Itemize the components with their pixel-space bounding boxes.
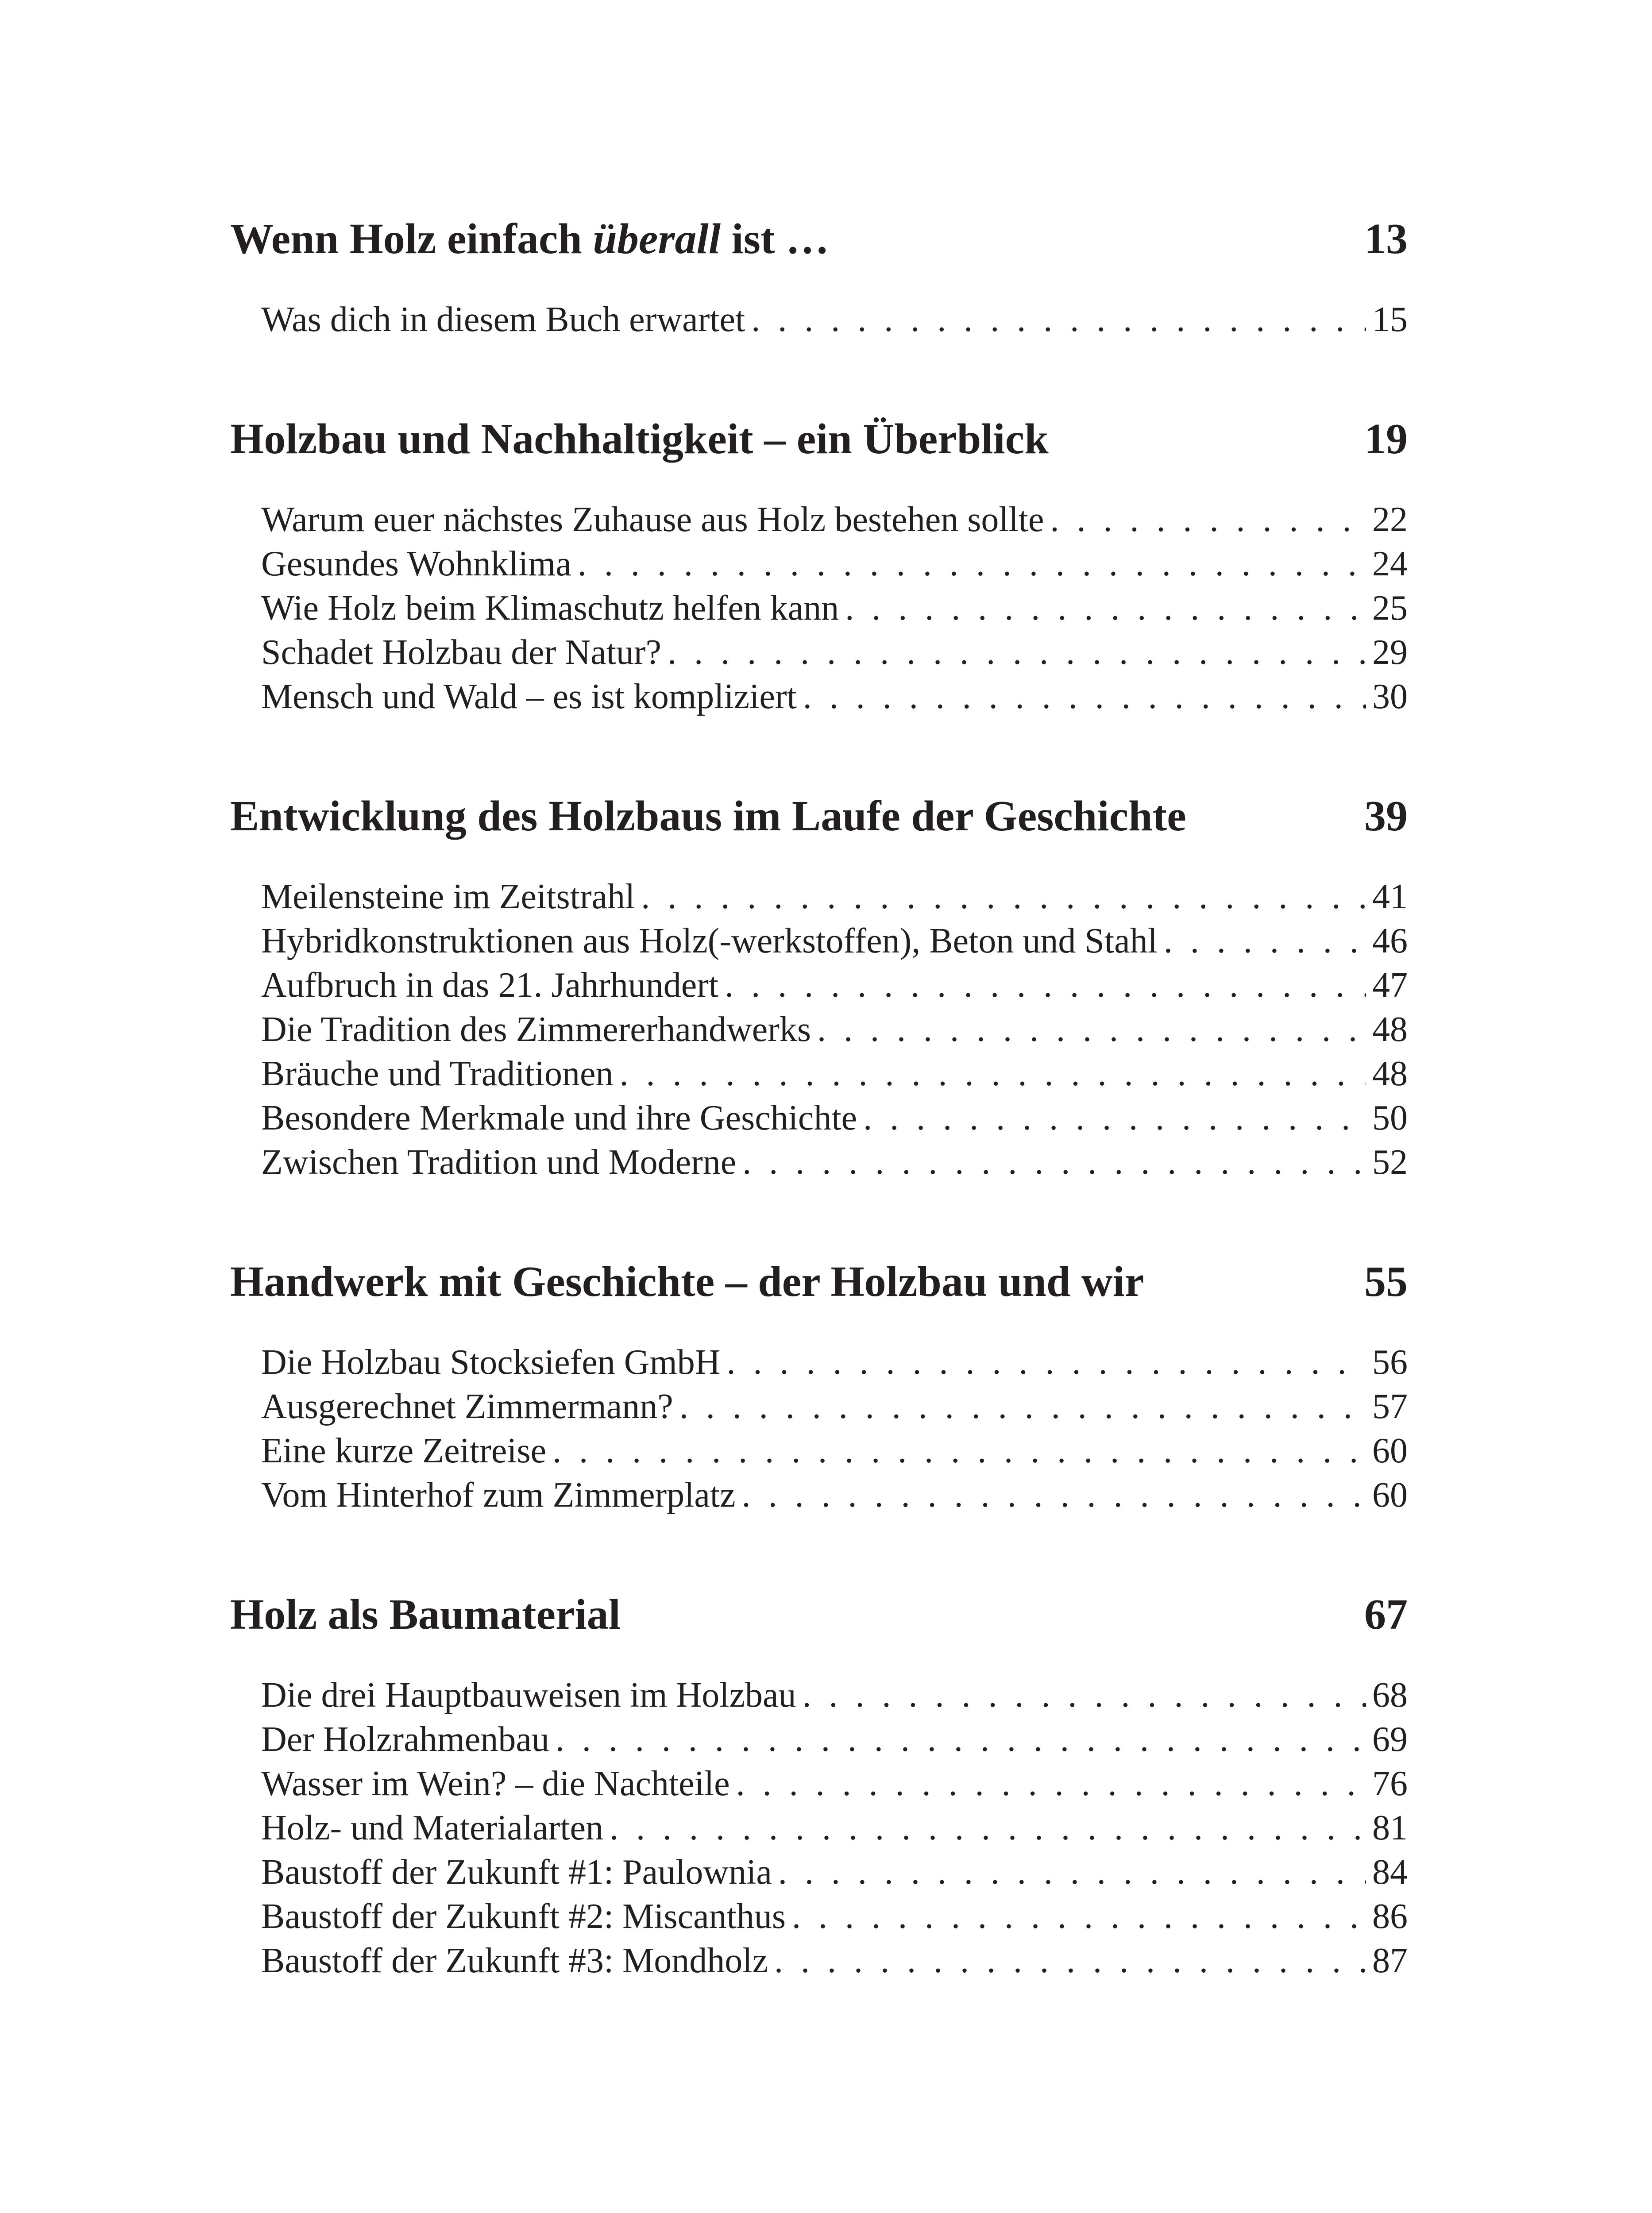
dot-leader: [803, 675, 1366, 719]
dot-leader: [736, 1762, 1366, 1806]
toc-entry-title: Wie Holz beim Klimaschutz helfen kann: [261, 589, 839, 628]
toc-entry-page-number: 56: [1372, 1343, 1408, 1382]
toc-entry[interactable]: [261, 497, 1408, 542]
dot-leader: [679, 1384, 1366, 1429]
toc-entry-list: [230, 1340, 1408, 1517]
toc-entry[interactable]: [261, 1717, 1408, 1762]
toc-entry-page-number: 15: [1372, 300, 1408, 339]
toc-entry-title: Meilensteine im Zeitstrahl: [261, 877, 635, 916]
toc-entry[interactable]: [261, 875, 1408, 919]
dot-leader: [803, 1673, 1366, 1717]
toc-entry-title: Baustoff der Zukunft #2: Miscanthus: [261, 1897, 786, 1936]
dot-leader: [668, 630, 1366, 675]
toc-entry[interactable]: [261, 630, 1408, 675]
section-title-text: Wenn Holz einfach: [230, 215, 593, 263]
toc-entry[interactable]: [261, 1673, 1408, 1717]
section-title-text: ist …: [721, 215, 830, 263]
dot-leader: [742, 1140, 1366, 1184]
dot-leader: [552, 1429, 1366, 1473]
toc-entry[interactable]: [261, 1939, 1408, 1983]
toc-entry-list: [230, 875, 1408, 1184]
dot-leader: [751, 297, 1366, 342]
toc-entry-page-number: 24: [1372, 544, 1408, 583]
section-title-text: Entwicklung des Holzbaus im Laufe der Geschichte: [230, 792, 1186, 840]
section-heading[interactable]: [230, 408, 1408, 470]
toc-entry-page-number: 76: [1372, 1764, 1408, 1803]
dot-leader: [610, 1806, 1366, 1850]
toc-entry[interactable]: [261, 919, 1408, 963]
toc-entry-title: Warum euer nächstes Zuhause aus Holz bestehen sollte: [261, 500, 1044, 539]
toc-entry-title: Baustoff der Zukunft #1: Paulownia: [261, 1853, 772, 1892]
toc-entry-page-number: 60: [1372, 1476, 1408, 1515]
dot-leader: [725, 963, 1366, 1007]
section-heading[interactable]: [230, 1251, 1408, 1313]
toc-entry-page-number: 84: [1372, 1853, 1408, 1892]
toc-entry-title: Holz- und Materialarten: [261, 1808, 604, 1847]
dot-leader: [641, 875, 1366, 919]
dot-leader: [792, 1894, 1366, 1939]
table-of-contents: [230, 208, 1408, 1983]
section-heading[interactable]: [230, 208, 1408, 270]
toc-entry-title: Schadet Holzbau der Natur?: [261, 633, 662, 672]
toc-entry-title: Die drei Hauptbauweisen im Holzbau: [261, 1676, 796, 1715]
toc-entry[interactable]: [261, 1762, 1408, 1806]
toc-entry-page-number: 68: [1372, 1676, 1408, 1715]
section-title: [230, 1584, 621, 1646]
toc-entry-title: Hybridkonstruktionen aus Holz(-werkstoffen), Beton und Stahl: [261, 921, 1158, 960]
toc-section: [230, 785, 1408, 1184]
section-page-number: 13: [1364, 215, 1408, 263]
toc-entry[interactable]: [261, 1473, 1408, 1517]
dot-leader: [727, 1340, 1366, 1384]
toc-section: [230, 1251, 1408, 1517]
toc-entry-title: Gesundes Wohnklima: [261, 544, 571, 583]
toc-entry-page-number: 86: [1372, 1897, 1408, 1936]
section-heading[interactable]: [230, 785, 1408, 847]
section-title: [230, 408, 1049, 470]
section-title-text: Holzbau und Nachhaltigkeit – ein Überblick: [230, 415, 1049, 463]
dot-leader: [1164, 919, 1366, 963]
section-page-number: 19: [1364, 415, 1408, 463]
section-page-number: 55: [1364, 1258, 1408, 1306]
toc-entry-page-number: 48: [1372, 1010, 1408, 1049]
toc-entry-title: Ausgerechnet Zimmermann?: [261, 1387, 673, 1426]
dot-leader: [817, 1007, 1366, 1052]
dot-leader: [863, 1096, 1366, 1140]
toc-entry[interactable]: [261, 1894, 1408, 1939]
toc-entry-page-number: 25: [1372, 589, 1408, 628]
dot-leader: [619, 1052, 1366, 1096]
toc-entry[interactable]: [261, 586, 1408, 630]
toc-entry[interactable]: [261, 1806, 1408, 1850]
toc-entry[interactable]: [261, 1340, 1408, 1384]
section-title-text: Holz als Baumaterial: [230, 1591, 621, 1639]
dot-leader: [556, 1717, 1366, 1762]
toc-entry[interactable]: [261, 1007, 1408, 1052]
section-page-number: 67: [1364, 1591, 1408, 1639]
toc-entry-page-number: 87: [1372, 1941, 1408, 1980]
toc-entry-page-number: 52: [1372, 1143, 1408, 1182]
dot-leader: [778, 1850, 1366, 1894]
section-title: [230, 1251, 1144, 1313]
toc-entry-title: Besondere Merkmale und ihre Geschichte: [261, 1099, 857, 1137]
toc-entry-list: [230, 1673, 1408, 1983]
toc-entry-page-number: 30: [1372, 677, 1408, 716]
section-page-number: 39: [1364, 792, 1408, 840]
toc-entry-page-number: 50: [1372, 1099, 1408, 1137]
dot-leader: [1050, 497, 1366, 542]
toc-entry[interactable]: [261, 1384, 1408, 1429]
toc-entry-title: Zwischen Tradition und Moderne: [261, 1143, 737, 1182]
toc-entry-page-number: 69: [1372, 1720, 1408, 1759]
toc-entry[interactable]: [261, 963, 1408, 1007]
toc-entry[interactable]: [261, 675, 1408, 719]
toc-entry-title: Aufbruch in das 21. Jahrhundert: [261, 966, 719, 1005]
toc-entry-title: Mensch und Wald – es ist kompliziert: [261, 677, 797, 716]
section-title: [230, 208, 829, 270]
section-title-emphasis: überall: [593, 215, 721, 263]
toc-entry-page-number: 22: [1372, 500, 1408, 539]
toc-entry-title: Die Holzbau Stocksiefen GmbH: [261, 1343, 721, 1382]
toc-entry-page-number: 46: [1372, 921, 1408, 960]
toc-entry[interactable]: [261, 1096, 1408, 1140]
toc-entry-page-number: 47: [1372, 966, 1408, 1005]
toc-entry[interactable]: [261, 297, 1408, 342]
toc-entry-title: Wasser im Wein? – die Nachteile: [261, 1764, 730, 1803]
toc-entry-title: Vom Hinterhof zum Zimmerplatz: [261, 1476, 736, 1515]
section-title: [230, 785, 1186, 847]
toc-entry-title: Baustoff der Zukunft #3: Mondholz: [261, 1941, 768, 1980]
toc-section: [230, 408, 1408, 719]
toc-entry-title: Eine kurze Zeitreise: [261, 1431, 547, 1470]
toc-entry-list: [230, 297, 1408, 342]
section-heading[interactable]: [230, 1584, 1408, 1646]
toc-entry[interactable]: [261, 1850, 1408, 1894]
section-title-text: Handwerk mit Geschichte – der Holzbau und wir: [230, 1258, 1144, 1306]
toc-entry-title: Die Tradition des Zimmererhandwerks: [261, 1010, 811, 1049]
toc-entry[interactable]: [261, 1052, 1408, 1096]
toc-entry-page-number: 29: [1372, 633, 1408, 672]
toc-entry-page-number: 57: [1372, 1387, 1408, 1426]
toc-entry-page-number: 60: [1372, 1431, 1408, 1470]
toc-entry-list: [230, 497, 1408, 719]
toc-entry-title: Was dich in diesem Buch erwartet: [261, 300, 745, 339]
toc-entry-title: Der Holzrahmenbau: [261, 1720, 549, 1759]
toc-entry[interactable]: [261, 542, 1408, 586]
dot-leader: [845, 586, 1366, 630]
toc-entry[interactable]: [261, 1140, 1408, 1184]
toc-entry-page-number: 41: [1372, 877, 1408, 916]
toc-entry-title: Bräuche und Traditionen: [261, 1054, 614, 1093]
toc-entry[interactable]: [261, 1429, 1408, 1473]
toc-entry-page-number: 48: [1372, 1054, 1408, 1093]
dot-leader: [742, 1473, 1366, 1517]
dot-leader: [774, 1939, 1366, 1983]
toc-entry-page-number: 81: [1372, 1808, 1408, 1847]
toc-section: [230, 208, 1408, 342]
dot-leader: [578, 542, 1366, 586]
toc-section: [230, 1584, 1408, 1983]
